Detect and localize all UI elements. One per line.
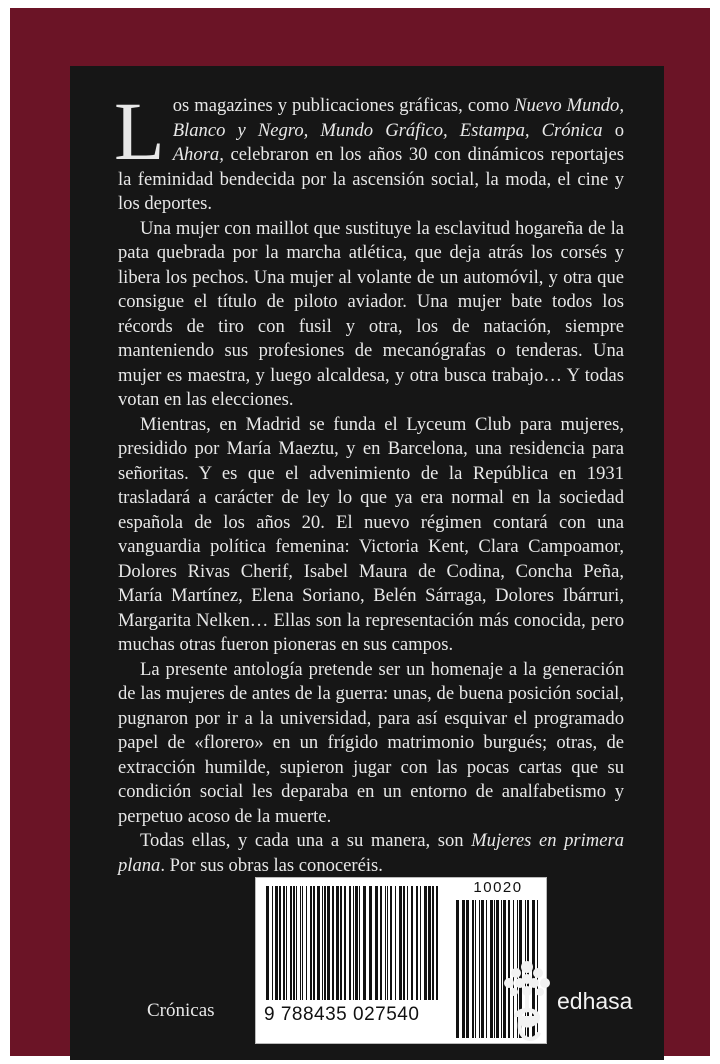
publisher-name: edhasa <box>557 988 633 1014</box>
paragraph-4: La presente antología pretende ser un homenaje a la generación de las mujeres de antes de la guerra: unas, de buena posición social, pugnaron por ir a la universidad, para así esquivar el programado papel de «florero» en un frígido matrimonio burgués; otras, de extracción humilde, supieron jugar con las pocas cartas que su condición social les deparaba en un entorno de analfabetismo y perpetuo acoso de la muerte. <box>118 658 624 827</box>
paragraph-2: Una mujer con maillot que sustituye la esclavitud hogareña de la pata quebrada por la marcha atlética, que deja atrás los corsés y libera los pechos. Una mujer al volante de un automóvil, y otra que consigue el título de piloto aviador. Una mujer bate todos los récords de tiro con fusil y otra, los de natación, siempre manteniendo sus profesiones de mecanógrafas o tenderas. Una mujer es maestra, y luego alcaldesa, y otra busca trabajo… Y todas votan en las elecciones. <box>118 217 624 410</box>
barcode-addon-number: 10020 <box>473 879 523 896</box>
paragraph-3: Mientras, en Madrid se funda el Lyceum Club para mujeres, presidido por María Maeztu, y en Barcelona, una residencia para señoritas. Y es que el advenimiento de la República en 1931 trasladará a carácter de ley lo que ya era normal en la sociedad española de los años 20. El nuevo régimen contará con una vanguardia política femenina: Victoria Kent, Clara Campoamor, Dolores Rivas Cherif, Isabel Maura de Codina, Concha Peña, María Martínez, Elena Soriano, Belén Sárraga, Dolores Ibárruri, Margarita Nelken… Ellas son la representación más conocida, pero muchas otras fueron pioneras en sus campos. <box>118 413 624 655</box>
drop-cap: L <box>114 85 165 177</box>
isbn-number: 9 788435 027540 <box>264 1004 420 1025</box>
book-title: Mujeres en primera plana <box>118 830 624 876</box>
paragraph-5: Todas ellas, y cada una a su manera, son Mujeres en primera plana. Por sus obras las conoceréis. <box>118 830 624 876</box>
publisher-tree-logo <box>500 955 554 1047</box>
blurb-text <box>114 85 625 878</box>
paragraph-1: Los magazines y publicaciones gráficas, como Nuevo Mundo, Blanco y Negro, Mundo Gráfico, Estampa, Crónica o Ahora, celebraron en los años 30 con dinámicos reportajes la feminidad bendecida por la ascensión social, la moda, el cine y los deportes. <box>114 85 625 214</box>
collection-name: Crónicas <box>147 1000 215 1021</box>
